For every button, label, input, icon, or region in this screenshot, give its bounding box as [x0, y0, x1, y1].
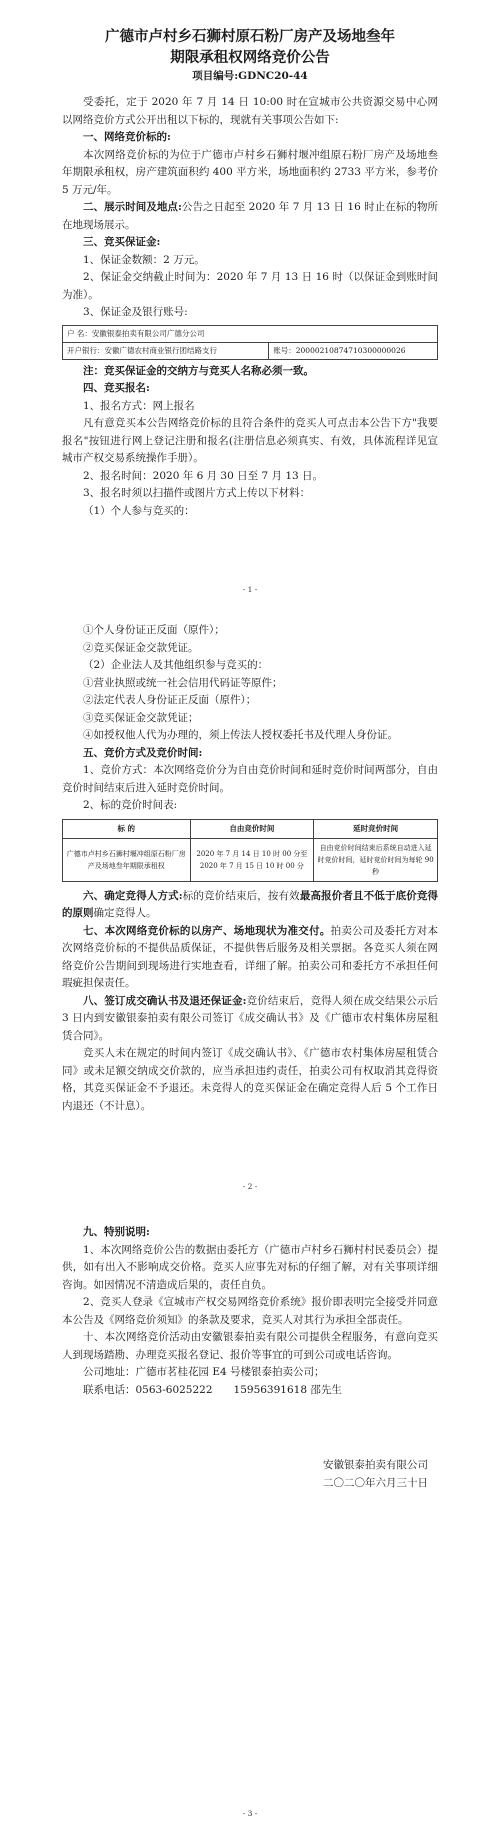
bank-row	[63, 342, 438, 359]
cell-subject: 广德市卢村乡石狮村堰冲组原石粉厂房产及场地叁年期限承租权	[63, 838, 191, 881]
section-6-body-a: 标的竞价结束后，按有效	[182, 889, 300, 902]
special-note-1: 1、本次网络竞价公告的数据由委托方（广德市卢村乡石狮村村民委员会）提供，如有出入不影响成交价格。竞买人应事先对标的仔细了解，对有关事项详细咨询。如因情况不清造成后果的，责任自负。	[62, 1243, 438, 1291]
section-7-heading: 七、本次网络竞价标的以房产、场地现状为准交付。	[83, 924, 331, 937]
signature-spacer	[62, 1399, 438, 1457]
section-5-heading: 五、竞价方式及竞价时间:	[83, 746, 203, 759]
header-extended-bidding: 延时竞价时间	[314, 819, 438, 838]
page-2-content	[62, 622, 438, 1115]
deposit-note: 注：竞买保证金的交纳方与竞买人名称必须一致。	[83, 364, 314, 377]
account-number-cell: 账号：20000210874710300000026	[269, 342, 438, 359]
deposit-amount: 1、保证金数额：2 万元。	[83, 253, 205, 266]
section-2	[62, 199, 438, 234]
intro-paragraph: 受委托，定于 2020 年 7 月 14 日 10:00 时在宣城市公共资源交易中心网以网络竞价方式公开出租以下标的，现就有关事项公告如下:	[62, 96, 438, 126]
section-4-heading: 四、竞买报名:	[83, 382, 150, 394]
doc-title-line2: 期限承租权网络竞价公告	[170, 49, 330, 66]
company-material-3: ③竞买保证金交款凭证；	[83, 711, 199, 724]
contact-phone: 联系电话：0563-6025222 15956391618 邵先生	[83, 1383, 342, 1396]
doc-title	[62, 26, 438, 68]
time-table-row	[63, 838, 438, 881]
individual-material-2: ②竞买保证金交款凭证。	[83, 641, 199, 654]
cell-free-bidding: 2020 年 7 月 14 日 10 时 00 分至 2020 年 7 月 15 日 10 时 00 分	[190, 838, 314, 881]
page-1	[0, 0, 500, 606]
individual-material-1: ①个人身份证正反面（原件）；	[83, 624, 225, 636]
time-table-header	[63, 819, 438, 838]
account-name-cell: 户 名：安徽银泰拍卖有限公司广德分公司	[63, 325, 438, 342]
registration-method: 1、报名方式：网上报名	[83, 399, 195, 412]
registration-instructions: 凡有意竞买本公告网络竞价标的且符合条件的竞买人可点击本公告下方"我要报名"按钮进行网上登记注册和报名(注册信息必须真实、有效，具体流程详见宣城市产权交易系统操作手册）。	[62, 417, 438, 464]
section-2-heading: 二、展示时间及地点:	[83, 201, 182, 213]
registration-time: 2、报名时间：2020 年 6 月 30 日至 7 月 13 日。	[83, 469, 324, 482]
section-7	[62, 923, 438, 993]
company-material-2: ②法定代表人身份证正反面（原件）；	[83, 694, 257, 706]
page-2	[0, 606, 500, 1202]
section-3-heading: 三、竞买保证金:	[83, 236, 161, 248]
page-1-content	[62, 26, 438, 520]
project-number: 项目编号:GDNC20-44	[192, 70, 308, 82]
issue-date: 二〇二〇年六月三十日	[323, 1476, 428, 1489]
company-material-4: ④如授权他人代为办理的，须上传法人授权委托书及代理人身份证。	[83, 729, 398, 741]
page-3	[0, 1202, 500, 1829]
page-3-content	[62, 1224, 438, 1492]
page-number-3: - 3 -	[242, 1809, 258, 1818]
page-number-2: - 2 -	[242, 1182, 258, 1191]
section-8-heading: 八、签订成交确认书及退还保证金:	[83, 994, 247, 1007]
header-free-bidding: 自由竞价时间	[190, 819, 314, 838]
registration-materials: 3、报名时须以扫描件或图片方式上传以下材料：	[83, 487, 311, 499]
section-1-body: 本次网络竞价标的为位于广德市卢村乡石狮村堰冲组原石粉厂房产及场地叁年期限承租权，房产建筑面积约 400 平方米，场地面积约 2733 平方米，参考价 5 万元/年。	[62, 148, 438, 196]
bidding-time-table	[62, 819, 438, 882]
section-7-body: 拍卖公司及委托方对本次网络竞价标的不提供品质保证，不提供售后服务及相关票据。各竞买人须在网络竞价公告期间到现场进行实地查看，详细了解。拍卖公司和委托方不承担任何瑕疵担保责任。	[62, 924, 438, 989]
issuer-company: 安徽银泰拍卖有限公司	[323, 1459, 428, 1471]
company-material-1: ①营业执照或统一社会信用代码证等原件；	[83, 676, 283, 689]
company-materials-heading: （2）企业法人及其他组织参与竞买的：	[83, 659, 269, 671]
account-name-row	[63, 325, 438, 342]
section-8	[62, 993, 438, 1046]
section-6-body-b: 确定竞得人。	[93, 907, 157, 919]
bank-cell: 开户银行：安徽广德农村商业银行团结路支行	[63, 342, 269, 359]
deposit-account-heading: 3、保证金及银行账号:	[83, 306, 188, 318]
special-note-2: 2、竞买人登录《宣城市产权交易网络竞价系统》报价即表明完全接受并同意本公告及《网络竞价须知》的条款及要求，竞买人对其行为承担全部责任。	[62, 1296, 438, 1326]
section-8-body-1: 竞价结束后，竞得人须在成交结果公示后 3 日内到安徽银泰拍卖有限公司签订《成交确认书》及《广德市农村集体房屋租赁合同》。	[62, 994, 438, 1042]
section-8-body-2: 竞买人未在规定的时间内签订《成交确认书》、《广德市农村集体房屋租赁合同》或未足额交纳成交价款的，应当承担违约责任，拍卖公司有权取消其竞得资格，其竞买保证金不予退还。未竞得人的竞买保证金在确定竞得人后 5 个工作日内退还（不计息）。	[62, 1047, 438, 1112]
section-6-body-bold: 最高报价者且不低于底价竞得的原则	[62, 889, 439, 919]
section-1-heading: 一、网络竞价标的:	[83, 131, 171, 143]
section-10-body: 十、本次网络竞价活动由安徽银泰拍卖有限公司提供全程服务，有意向竞买人到现场踏勘、办理竞买报名登记、报价等事宜的可到公司或电话咨询。	[62, 1331, 438, 1361]
doc-title-line1: 广德市卢村乡石狮村原石粉厂房产及场地叁年	[105, 28, 395, 45]
bidding-method: 1、竞价方式：本次网络竞价分为自由竞价时间和延时竞价时间两部分，自由竞价时间结束后进入延时竞价时间。	[62, 764, 438, 794]
section-9-heading: 九、特别说明:	[83, 1226, 150, 1238]
individual-materials-heading: （1）个人参与竞买的：	[83, 504, 195, 517]
bank-account-table	[62, 325, 438, 360]
deposit-deadline: 2、保证金交纳截止时间为：2020 年 7 月 13 日 16 时（以保证金到账时间为准）。	[62, 271, 438, 301]
cell-extended-bidding: 自由竞价时间结束后系统自动进入延时竞价时间，延时竞价时间为每轮 90 秒	[314, 838, 438, 881]
section-6-heading: 六、确定竞得人方式:	[83, 889, 183, 902]
bidding-schedule-heading: 2、标的竞价时间表:	[83, 799, 178, 811]
company-address: 公司地址：广德市茗桂花园 E4 号楼银泰拍卖公司；	[83, 1366, 325, 1378]
page-number-1: - 1 -	[242, 585, 258, 594]
section-6	[62, 888, 438, 923]
section-2-body: 公告之日起至 2020 年 7 月 13 日 16 时止在标的物所在地现场展示。	[62, 201, 438, 231]
header-subject: 标 的	[63, 819, 191, 838]
